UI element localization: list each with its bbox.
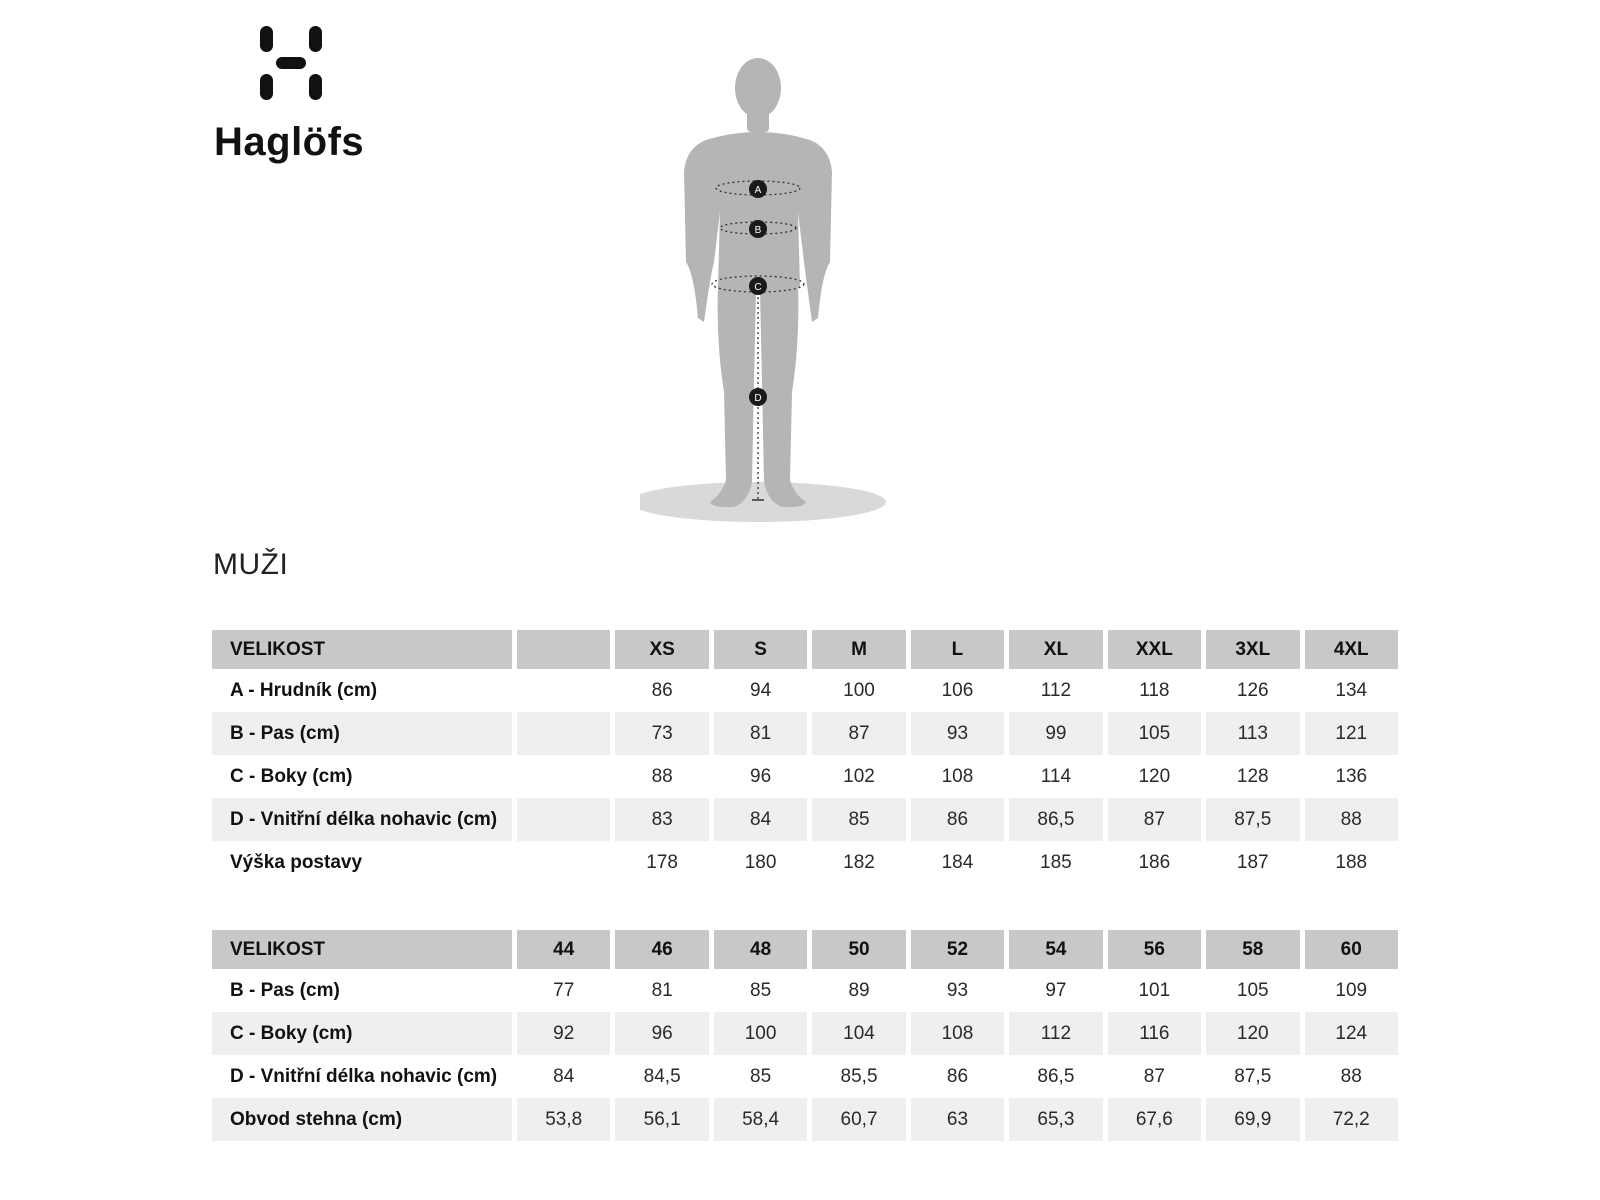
table-cell: 93 [946,979,969,1001]
section-heading: MUŽI [213,548,289,581]
table-row [212,1012,1398,1055]
table-cell: 58,4 [714,1098,807,1141]
table-cell: 84 [714,798,807,841]
marker-c-icon [749,277,767,295]
table-row [212,969,1398,1012]
header-label: VELIKOST [212,630,512,669]
table-cell: 97 [1045,979,1067,1001]
row-label: D - Vnitřní délka nohavic (cm) [212,798,512,841]
brand-name: Haglöfs [214,120,365,164]
table-cell: 101 [1138,979,1171,1001]
svg-text:C: C [754,282,762,293]
table-cell: 72,2 [1305,1098,1399,1141]
header-cell: 52 [911,930,1004,969]
table-cell: 121 [1305,712,1399,755]
table-cell: 185 [1040,851,1072,873]
table-cell: 60,7 [812,1098,905,1141]
header-cell [517,630,610,669]
table-cell: 65,3 [1009,1098,1102,1141]
table-cell: 85,5 [840,1065,878,1087]
row-label: D - Vnitřní délka nohavic (cm) [230,1065,498,1087]
table-cell: 85 [812,798,905,841]
table-row [212,1055,1398,1098]
header-cell: S [714,630,807,669]
table-cell: 182 [843,851,875,873]
table-cell: 184 [941,851,974,873]
table-cell: 120 [1206,1012,1299,1055]
table-cell: 128 [1236,765,1269,787]
header-cell: 48 [714,930,807,969]
table-cell: 96 [615,1012,708,1055]
table-cell: 126 [1236,679,1269,701]
marker-d-icon [749,388,767,406]
table-cell: 188 [1335,851,1368,873]
table-cell: 83 [615,798,708,841]
table-cell [517,712,610,755]
table-cell: 134 [1335,679,1368,701]
header-cell: 3XL [1206,630,1299,669]
row-label: A - Hrudník (cm) [230,679,378,701]
svg-text:B: B [754,225,762,236]
size-table-numeric [207,930,1403,1141]
table-cell: 102 [843,765,875,787]
table-row [212,755,1398,798]
table-cell: 100 [843,679,875,701]
header-cell: 58 [1206,930,1299,969]
table-cell: 94 [750,679,772,701]
table-cell: 108 [941,765,974,787]
table-cell: 88 [1340,1065,1362,1087]
table-cell: 109 [1335,979,1368,1001]
table-cell: 105 [1236,979,1269,1001]
table-cell [517,755,610,798]
table-cell: 112 [1009,1012,1102,1055]
table-cell: 92 [517,1012,610,1055]
size-table-letter [207,630,1403,884]
table-cell: 89 [848,979,870,1001]
table-cell: 63 [911,1098,1004,1141]
table-cell [517,669,610,712]
table-cell: 85 [750,979,772,1001]
table-cell: 86,5 [1009,798,1102,841]
body-measurement-figure [640,52,920,542]
table-cell: 118 [1139,679,1170,701]
table-cell: 104 [812,1012,905,1055]
table-cell: 77 [553,979,575,1001]
header-cell: M [812,630,905,669]
table-cell: 87,5 [1234,1065,1272,1087]
table-cell: 136 [1335,765,1368,787]
table-cell: 93 [911,712,1004,755]
row-label: C - Boky (cm) [212,1012,512,1055]
header-cell: L [911,630,1004,669]
table-cell: 88 [651,765,673,787]
table-cell: 69,9 [1206,1098,1299,1141]
table-cell: 106 [941,679,974,701]
table-cell: 67,6 [1108,1098,1201,1141]
table-header-row [212,930,1398,969]
table-cell: 186 [1138,851,1171,873]
row-label: Výška postavy [230,851,363,873]
table-cell: 84 [553,1065,575,1087]
table-cell: 86 [911,798,1004,841]
figure-floor-shadow [640,482,886,522]
row-label: Obvod stehna (cm) [212,1098,512,1141]
row-label: B - Pas (cm) [212,712,512,755]
row-label: C - Boky (cm) [230,765,353,787]
header-label: VELIKOST [212,930,512,969]
table-cell: 99 [1009,712,1102,755]
header-cell: 50 [812,930,905,969]
header-cell: XXL [1108,630,1201,669]
table-cell: 112 [1040,679,1072,701]
table-header-row [212,630,1398,669]
table-cell: 53,8 [517,1098,610,1141]
table-cell: 81 [651,979,673,1001]
table-cell: 113 [1206,712,1299,755]
header-cell: 44 [517,930,610,969]
table-cell: 96 [750,765,772,787]
table-row [212,1098,1398,1141]
table-cell: 180 [744,851,777,873]
header-cell: 54 [1009,930,1102,969]
table-cell: 88 [1305,798,1399,841]
table-row [212,841,1398,884]
table-cell: 81 [714,712,807,755]
haglofs-logo-icon [256,24,326,102]
table-cell: 87,5 [1206,798,1299,841]
table-cell: 85 [750,1065,772,1087]
table-cell: 116 [1108,1012,1201,1055]
table-cell: 86,5 [1037,1065,1075,1087]
table-cell: 73 [615,712,708,755]
marker-a-icon [749,180,767,198]
table-cell: 86 [651,679,673,701]
table-row [212,669,1398,712]
table-cell: 84,5 [643,1065,681,1087]
table-cell: 56,1 [615,1098,708,1141]
header-cell: XL [1009,630,1102,669]
table-cell: 187 [1236,851,1269,873]
svg-text:D: D [754,393,762,404]
header-cell: 56 [1108,930,1201,969]
table-cell: 86 [946,1065,969,1087]
header-cell: 46 [615,930,708,969]
table-row [212,798,1398,841]
header-cell: 4XL [1305,630,1399,669]
header-cell: XS [615,630,708,669]
table-cell: 87 [1108,798,1201,841]
table-cell [517,798,610,841]
table-cell: 100 [714,1012,807,1055]
header-cell: 60 [1305,930,1399,969]
table-cell: 87 [812,712,905,755]
table-cell: 114 [1040,765,1072,787]
table-cell: 120 [1138,765,1171,787]
table-row [212,712,1398,755]
table-cell [517,841,610,884]
row-label: B - Pas (cm) [230,979,340,1001]
table-cell: 108 [911,1012,1004,1055]
table-cell: 105 [1108,712,1201,755]
marker-b-icon [749,220,767,238]
table-cell: 87 [1143,1065,1165,1087]
brand-logo [214,24,374,174]
svg-text:A: A [754,185,762,196]
table-cell: 124 [1305,1012,1399,1055]
table-cell: 178 [646,851,678,873]
